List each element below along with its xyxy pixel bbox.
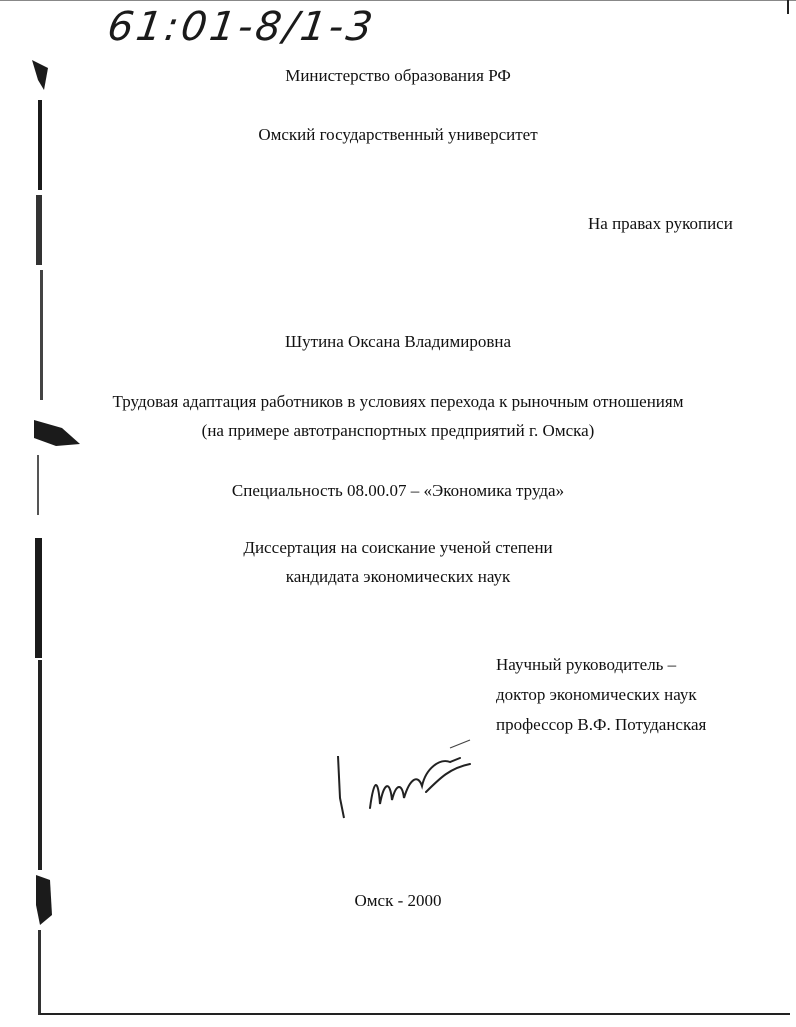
scan-right-mark: [787, 0, 789, 14]
advisor-line-1: Научный руководитель –: [496, 655, 677, 674]
manuscript-rights-note: На правах рукописи: [588, 214, 733, 233]
signature-handwritten: [330, 738, 490, 828]
scan-top-border: [0, 0, 796, 1]
degree-line-1: Диссертация на соискание ученой степени: [243, 538, 553, 557]
city-year: Омск - 2000: [354, 891, 442, 910]
archive-code-handwritten: 61:01-8/1-3: [104, 4, 379, 50]
scan-bottom-border: [40, 1013, 790, 1015]
author-name: Шутина Оксана Владимировна: [284, 332, 511, 351]
thesis-title-line-1: Трудовая адаптация работников в условиях перехода к рыночным отношениям: [112, 392, 684, 411]
thesis-title-line-2: (на примере автотранспортных предприятий г. Омска): [201, 421, 595, 440]
advisor-line-3: профессор В.Ф. Потуданская: [496, 715, 707, 734]
ministry-heading: Министерство образования РФ: [285, 66, 511, 85]
university-heading: Омский государственный университет: [258, 125, 538, 144]
advisor-line-2: доктор экономических наук: [496, 685, 697, 704]
degree-line-2: кандидата экономических наук: [285, 567, 511, 586]
specialty-line: Специальность 08.00.07 – «Экономика труда»: [231, 481, 565, 500]
scan-left-edge: [0, 0, 90, 1027]
